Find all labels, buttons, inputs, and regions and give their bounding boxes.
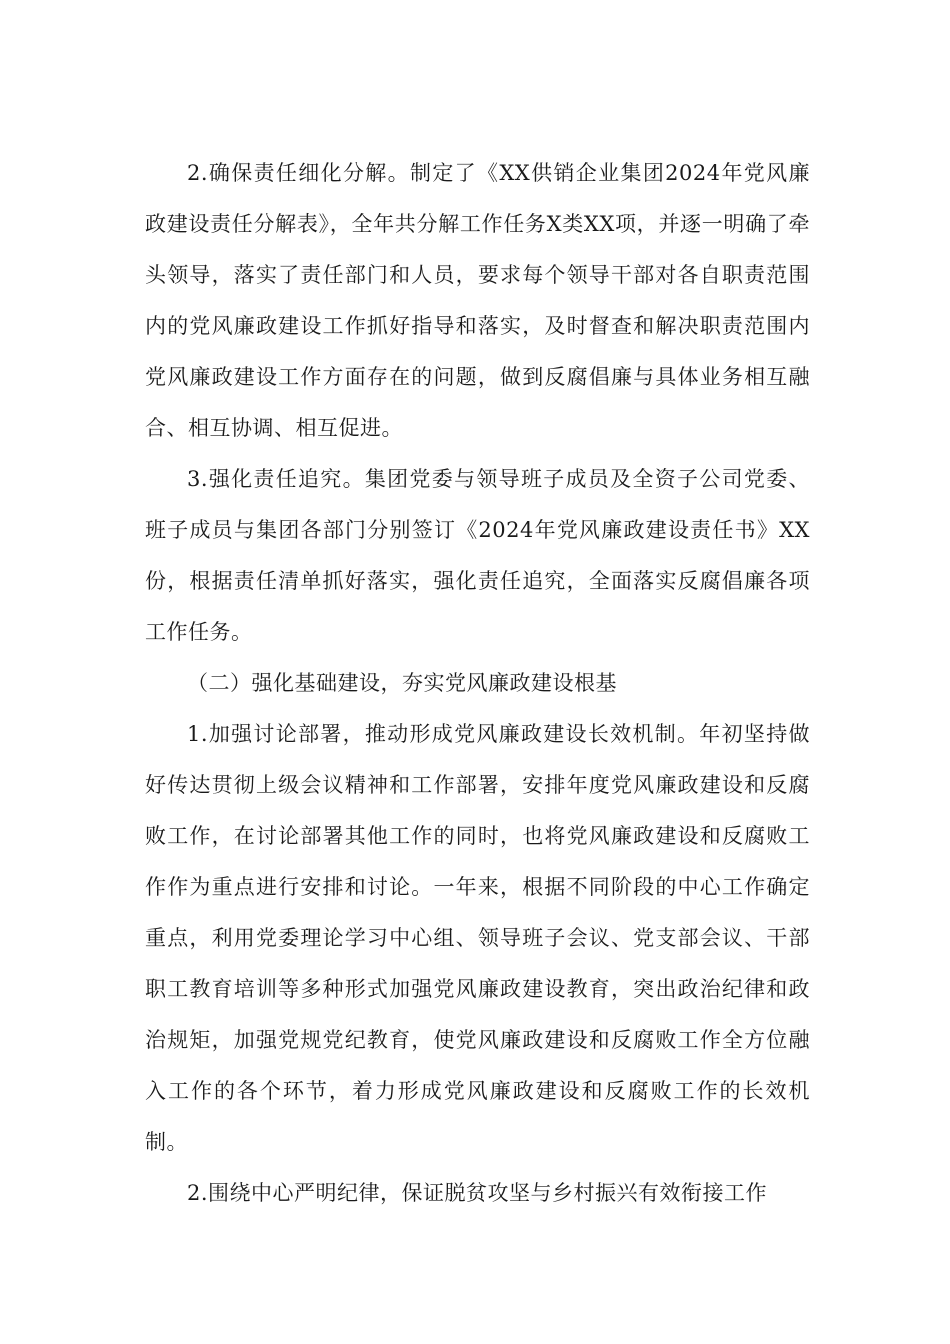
document-body	[145, 148, 810, 1219]
paragraph-discipline: 2.围绕中心严明纪律，保证脱贫攻坚与乡村振兴有效衔接工作	[187, 1181, 768, 1205]
paragraph-responsibility-breakdown: 2.确保责任细化分解。制定了《XX供销企业集团2024年党风廉政建设责任分解表》，全年共分解工作任务X类XX项，并逐一明确了牵头领导，落实了责任部门和人员，要求每个领导干部对各自职责范围内的党风廉政建设工作抓好指导和落实，及时督查和解决职责范围内党风廉政建设工作方面存在的问题，做到反腐倡廉与具体业务相互融合、相互协调、相互促进。	[145, 161, 810, 440]
paragraph-long-term-mechanism: 1.加强讨论部署，推动形成党风廉政建设长效机制。年初坚持做好传达贯彻上级会议精神和工作部署，安排年度党风廉政建设和反腐败工作，在讨论部署其他工作的同时，也将党风廉政建设和反腐败工作作为重点进行安排和讨论。一年来，根据不同阶段的中心工作确定重点，利用党委理论学习中心组、领导班子会议、党支部会议、干部职工教育培训等多种形式加强党风廉政建设教育，突出政治纪律和政治规矩，加强党规党纪教育，使党风廉政建设和反腐败工作全方位融入工作的各个环节，着力形成党风廉政建设和反腐败工作的长效机制。	[145, 722, 810, 1154]
paragraph-responsibility-accountability: 3.强化责任追究。集团党委与领导班子成员及全资子公司党委、班子成员与集团各部门分别签订《2024年党风廉政建设责任书》XX份，根据责任清单抓好落实，强化责任追究，全面落实反腐倡廉各项工作任务。	[145, 467, 810, 644]
section-heading-foundation: （二）强化基础建设，夯实党风廉政建设根基	[187, 671, 617, 695]
